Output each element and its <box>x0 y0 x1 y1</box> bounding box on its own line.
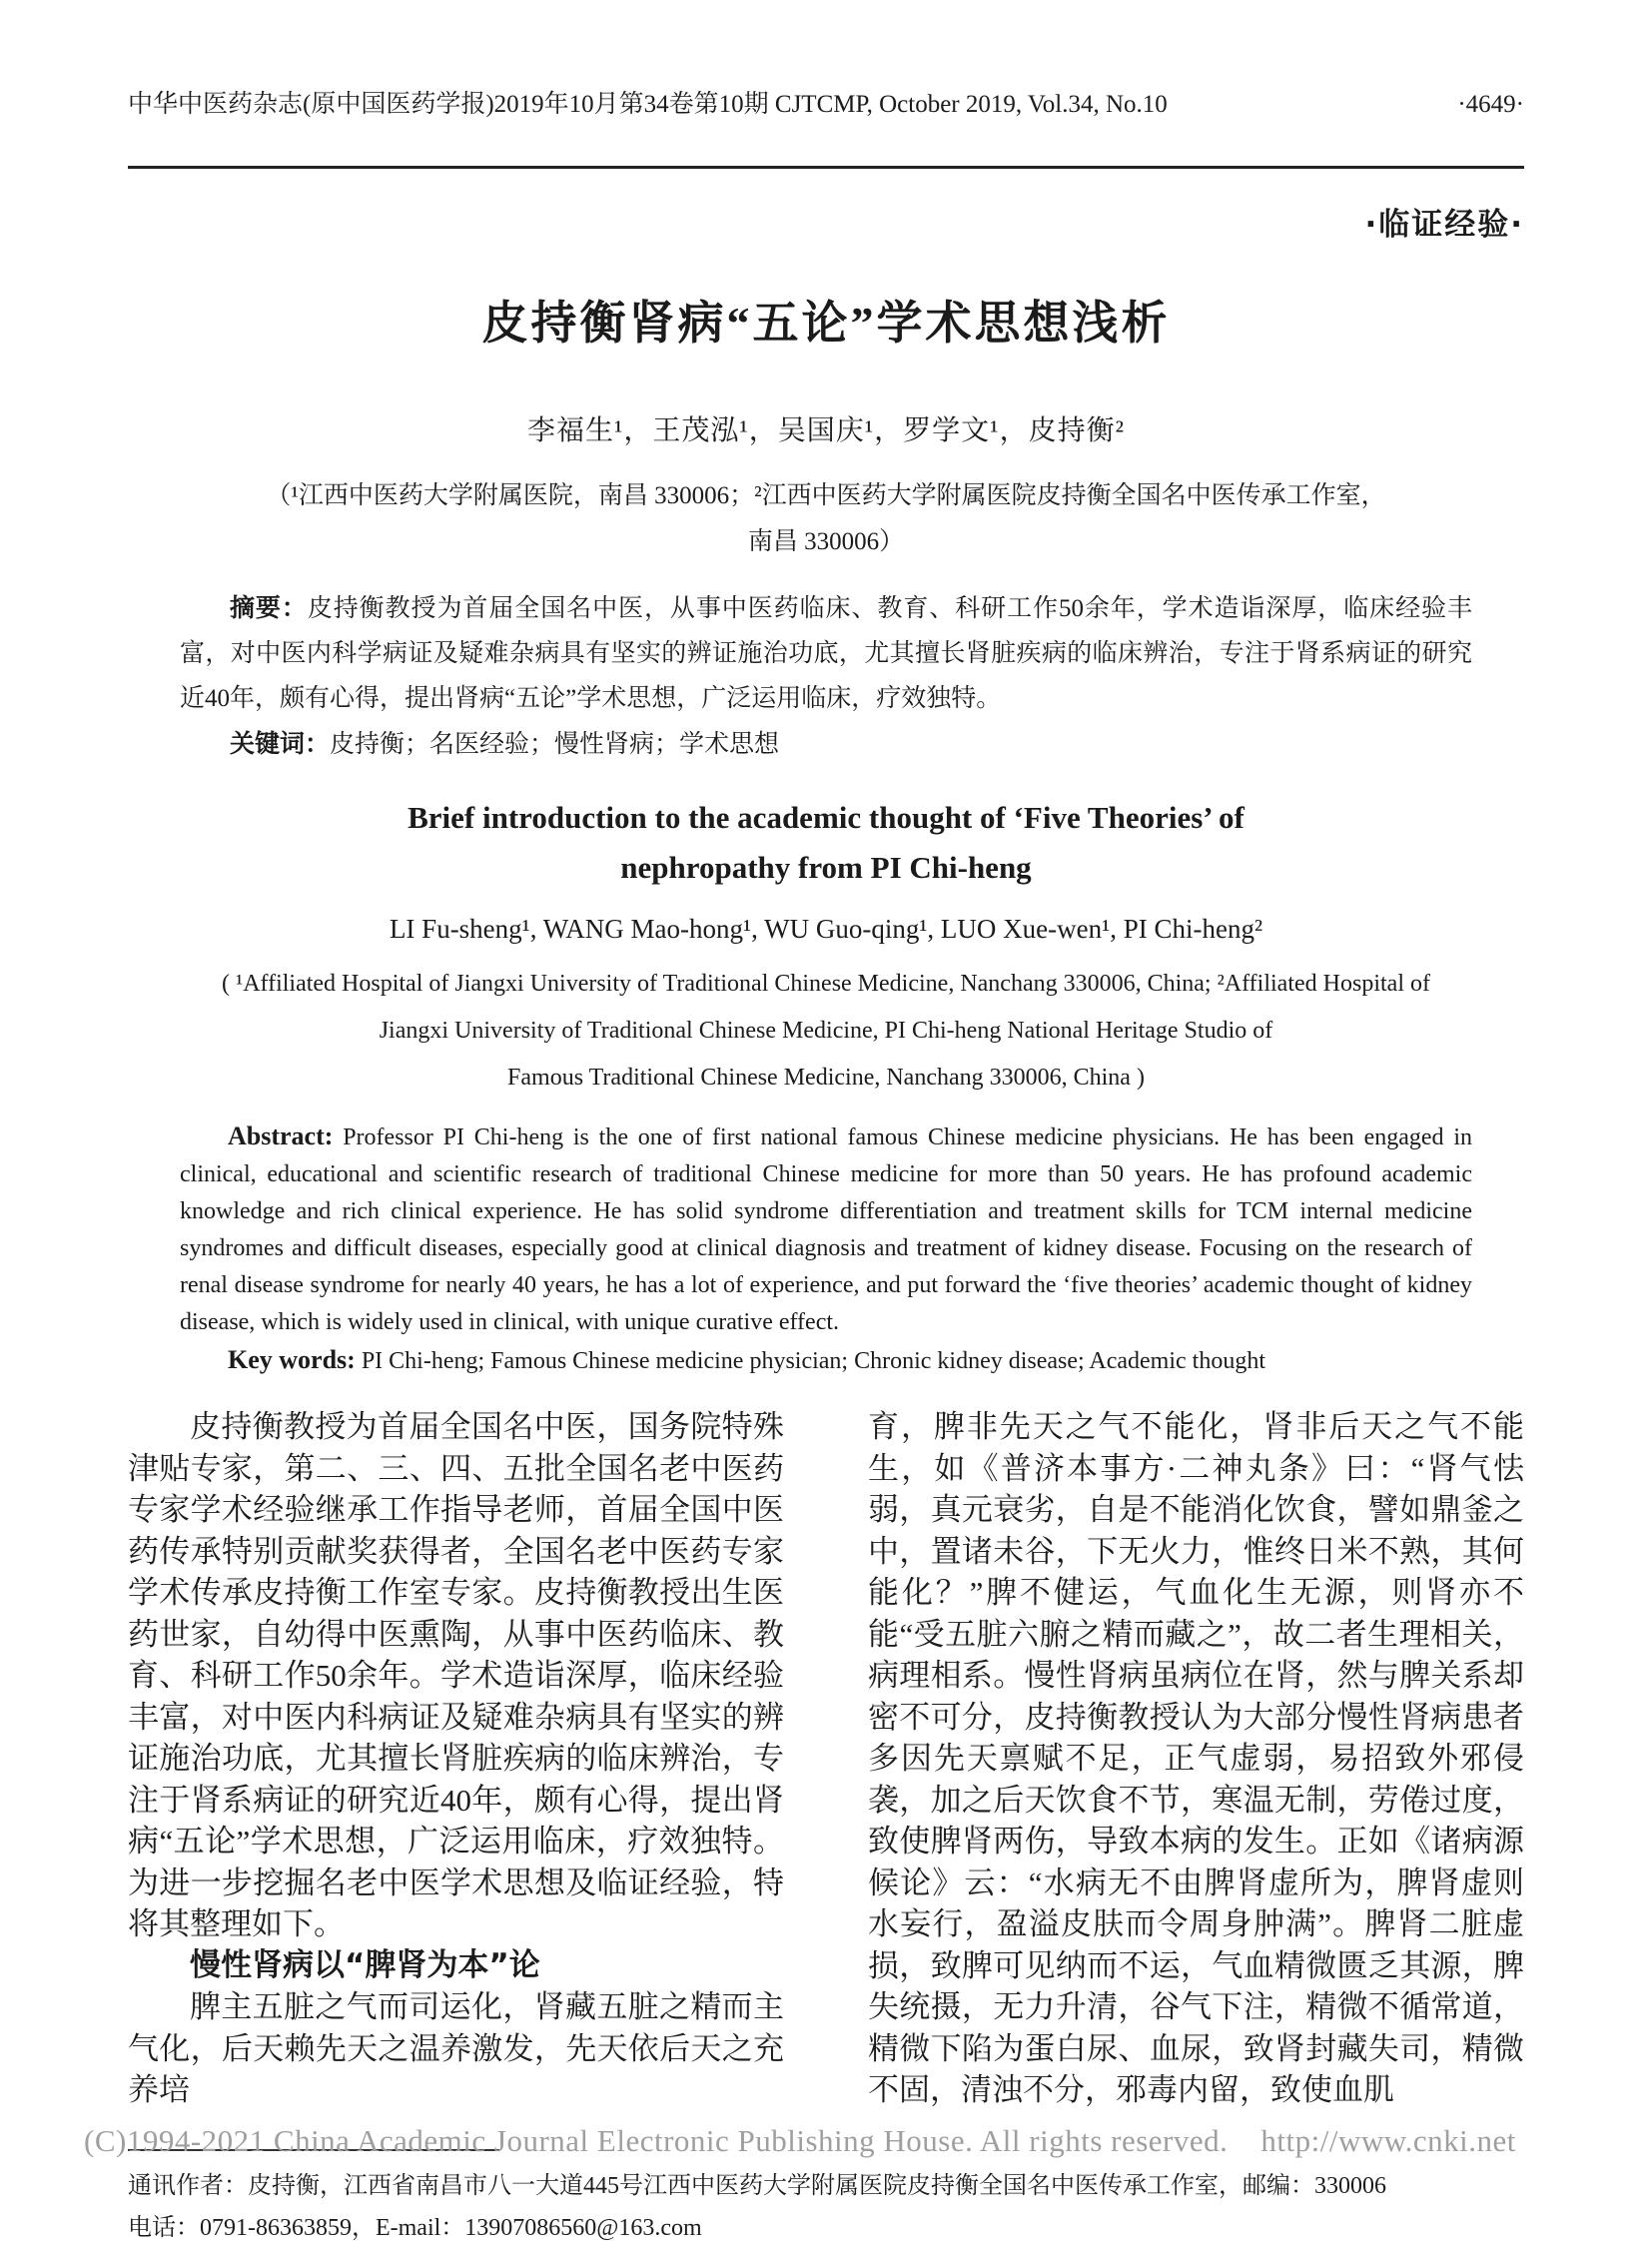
abstract-cn <box>180 585 1472 721</box>
body-columns <box>128 1406 1524 2111</box>
footnote-corresponding-author: 通讯作者：皮持衡，江西省南昌市八一大道445号江西中医药大学附属医院皮持衡全国名中医传承工作室，邮编：330006 <box>128 2172 1386 2199</box>
authors-en: LI Fu-sheng¹, WANG Mao-hong¹, WU Guo-qing¹, LUO Xue-wen¹, PI Chi-heng² <box>389 914 1263 944</box>
body-paragraph-spleen-kidney-start: 脾主五脏之气而司运化，肾藏五脏之精而主气化，后天赖先天之温养激发，先天依后天之充养培 <box>128 1989 784 2107</box>
affiliation-en-line3: Famous Traditional Chinese Medicine, Nanchang 330006, China ) <box>507 1065 1145 1091</box>
footnote-block <box>128 2149 1524 2241</box>
body-column-left <box>128 1406 784 2111</box>
keywords-cn-text: 皮持衡；名医经验；慢性肾病；学术思想 <box>330 731 780 758</box>
body-paragraph-spleen-kidney-cont: 育，脾非先天之气不能化，肾非后天之气不能生，如《普济本事方·二神丸条》曰：“肾气怯弱，真元衰劣，自是不能消化饮食，譬如鼎釜之中，置诸未谷，下无火力，惟终日米不熟，其何能化？”脾不健运，气血化生无源，则肾亦不能“受五脏六腑之精而藏之”，故二者生理相关，病理相系。慢性肾病虽病位在肾，然与脾关系却密不可分，皮持衡教授认为大部分慢性肾病患者多因先天禀赋不足，正气虚弱，易招致外邪侵袭，加之后天饮食不节，寒温无制，劳倦过度，致使脾肾两伤，导致本病的发生。正如《诸病源候论》云：“水病无不由脾肾虚所为，脾肾虚则水妄行，盈溢皮肤而令周身肿满”。脾肾二脏虚损，致脾可见纳而不运，气血精微匮乏其源，脾失统摄，无力升清，谷气下注，精微不循常道，精微下陷为蛋白尿、血尿，致肾封藏失司，精微不固，清浊不分，邪毒内留，致使血肌 <box>868 1409 1524 2107</box>
section-label: ·临证经验· <box>1364 207 1524 243</box>
header-rule <box>128 166 1524 169</box>
abstract-en-label: Abstract: <box>228 1121 334 1150</box>
article-title-cn: 皮持衡肾病“五论”学术思想浅析 <box>481 298 1171 349</box>
keywords-en <box>180 1341 1472 1380</box>
abstract-en-block <box>180 1118 1472 1380</box>
affiliation-cn-line2: 南昌 330006） <box>747 528 905 555</box>
affiliation-cn <box>128 473 1524 565</box>
abstract-cn-block <box>180 585 1472 767</box>
affiliation-cn-line1: （¹江西中医药大学附属医院，南昌 330006；²江西中医药大学附属医院皮持衡全国名中医传承工作室， <box>266 482 1386 509</box>
keywords-en-text: PI Chi-heng; Famous Chinese medicine physician; Chronic kidney disease; Academic thought <box>355 1348 1265 1374</box>
keywords-cn-label: 关键词： <box>230 729 331 758</box>
article-title-en <box>128 793 1524 893</box>
journal-info: 中华中医药杂志(原中国医药学报)2019年10月第34卷第10期 CJTCMP, October 2019, Vol.34, No.10 <box>128 91 1168 118</box>
affiliation-en-line2: Jiangxi University of Traditional Chinese Medicine, PI Chi-heng National Heritage Studio of <box>379 1018 1273 1044</box>
keywords-en-label: Key words: <box>228 1345 356 1374</box>
body-paragraph-intro: 皮持衡教授为首届全国名中医，国务院特殊津贴专家，第二、三、四、五批全国名老中医药专家学术经验继承工作指导老师，首届全国中医药传承特别贡献奖获得者，全国名老中医药专家学术传承皮持衡工作室专家。皮持衡教授出生医药世家，自幼得中医熏陶，从事中医药临床、教育、科研工作50余年。学术造诣深厚，临床经验丰富，对中医内科病证及疑难杂病具有坚实的辨证施治功底，尤其擅长肾脏疾病的临床辨治，专注于肾系病证的研究近40年，颇有心得，提出肾病“五论”学术思想，广泛运用临床，疗效独特。为进一步挖掘名老中医学术思想及临证经验，特将其整理如下。 <box>128 1409 784 1941</box>
section-heading-pishen: 慢性肾病以“脾肾为本”论 <box>190 1946 540 1983</box>
abstract-cn-label: 摘要： <box>230 593 308 622</box>
page-header <box>128 90 1524 120</box>
article-title-en-line2: nephropathy from PI Chi-heng <box>620 850 1032 885</box>
footnote-contact: 电话：0791-86363859，E-mail：13907086560@163.com <box>128 2214 702 2241</box>
cnki-watermark: (C)1994-2021 China Academic Journal Electronic Publishing House. All rights reserved. http://www.cnki.net <box>84 2123 1516 2158</box>
authors-cn: 李福生¹，王茂泓¹，吴国庆¹，罗学文¹，皮持衡² <box>527 415 1125 446</box>
abstract-cn-text: 皮持衡教授为首届全国名中医，从事中医药临床、教育、科研工作50余年，学术造诣深厚，临床经验丰富，对中医内科学病证及疑难杂病具有坚实的辨证施治功底，尤其擅长肾脏疾病的临床辨治，专注于肾系病证的研究近40年，颇有心得，提出肾病“五论”学术思想，广泛运用临床，疗效独特。 <box>180 595 1472 712</box>
affiliation-en-line1: ( ¹Affiliated Hospital of Jiangxi University of Traditional Chinese Medicine, Nanchang 330006, China; ²Affiliated Hospital of <box>222 971 1430 997</box>
abstract-en-text: Professor PI Chi-heng is the one of first national famous Chinese medicine physicians. He has been engaged in clinical, educational and scientific research of traditional Chinese medicine for more than 50 years. He has profound academic knowledge and rich clinical experience. He has solid syndrome differentiation and treatment skills for TCM internal medicine syndromes and difficult diseases, especially good at clinical diagnosis and treatment of kidney disease. Focusing on the research of renal disease syndrome for nearly 40 years, he has a lot of experience, and put forward the ‘five theories’ academic thought of kidney disease, which is widely used in clinical, with unique curative effect. <box>180 1124 1472 1335</box>
body-column-right <box>868 1406 1524 2111</box>
page-number: ·4649· <box>1457 91 1524 118</box>
keywords-cn <box>180 721 1472 767</box>
article-title-en-line1: Brief introduction to the academic thought of ‘Five Theories’ of <box>408 800 1244 835</box>
affiliation-en <box>128 961 1524 1102</box>
abstract-en <box>180 1118 1472 1341</box>
